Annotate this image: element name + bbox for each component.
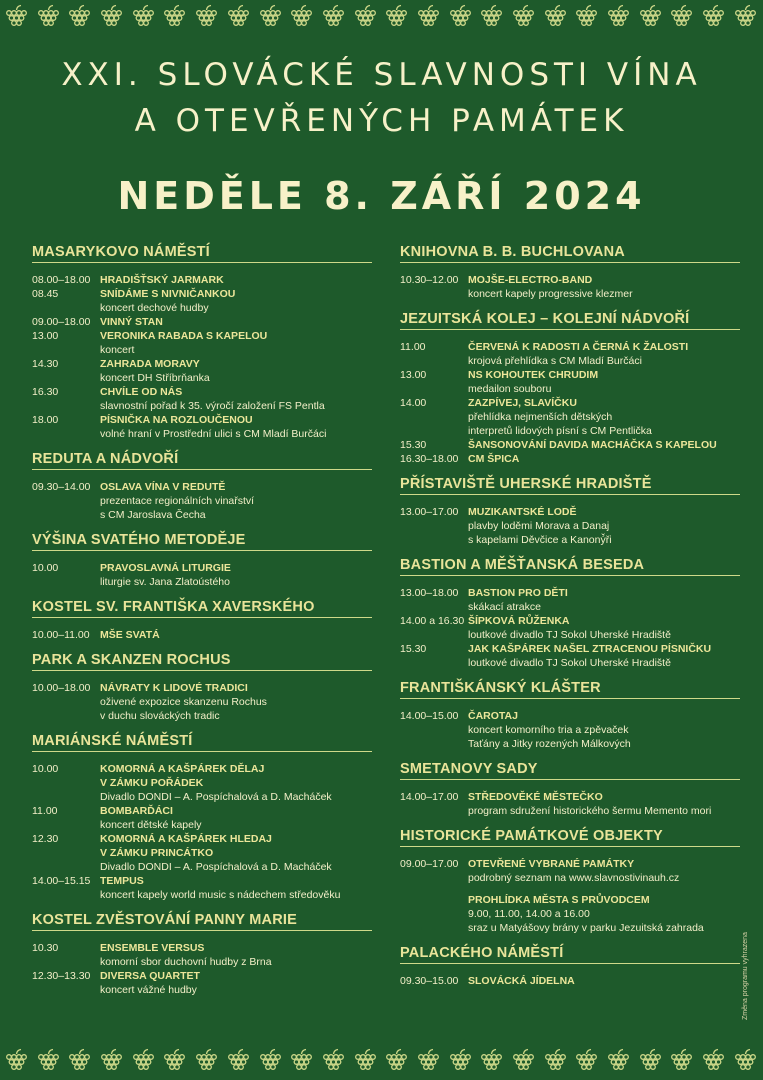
grape-bunch-icon [321,1048,347,1072]
event-row [400,614,740,642]
grape-bunch-icon [606,1048,632,1072]
event-name: SNÍDÁME S NIVNIČANKOU [100,288,236,300]
grape-bunch-icon [416,4,442,28]
event-body [100,273,372,287]
section-heading: KOSTEL SV. FRANTIŠKA XAVERSKÉHO [32,599,372,618]
program-section [400,557,740,670]
program-section [400,680,740,751]
event-name: BOMBARĎÁCI [100,805,173,817]
grape-bunch-icon [448,4,474,28]
grape-bunch-icon [574,4,600,28]
section-heading: MASARYKOVO NÁMĚSTÍ [32,244,372,263]
event-body [100,413,372,441]
grape-bunch-icon [131,1048,157,1072]
event-body [100,357,372,385]
event-body [468,709,740,751]
event-time: 10.00 [32,763,59,775]
side-note: Změna programu vyhrazena [742,932,749,1020]
grape-bunch-icon [416,1048,442,1072]
event-body [100,315,372,329]
event-row [32,804,372,832]
event-body [100,804,372,832]
grape-bunch-icon [701,1048,727,1072]
event-row [400,893,740,935]
event-body [468,857,740,885]
grape-bunch-icon [543,4,569,28]
event-description: koncert kapely progressive klezmer [468,288,633,300]
program-section [400,945,740,988]
event-name: SLOVÁCKÁ JÍDELNA [468,975,575,987]
grape-bunch-icon [638,1048,664,1072]
top-grape-border [0,4,763,30]
event-row [32,832,372,874]
grape-bunch-icon [701,4,727,28]
event-body [468,974,740,988]
event-description: plavby loděmi Morava a Danaj s kapelami Děvčice a Kanoný̌ři [468,520,612,546]
event-name: KOMORNÁ A KAŠPÁREK HLEDAJ V ZÁMKU PRINCÁTKO [100,833,272,859]
grape-bunch-icon [638,4,664,28]
event-description: podrobný seznam na www.slavnostivinauh.cz [468,872,680,884]
event-time: 10.30 [32,942,59,954]
event-body [468,586,740,614]
program-section [32,599,372,642]
event-name: CHVÍLE OD NÁS [100,386,183,398]
event-body [468,505,740,547]
event-name: STŘEDOVĚKÉ MĚSTEČKO [468,791,603,803]
event-time: 11.00 [32,805,58,817]
event-row [400,340,740,368]
grape-bunch-icon [321,4,347,28]
event-time: 09.30–14.00 [32,481,91,493]
event-body [468,790,740,818]
program-section [32,451,372,522]
program-section [400,311,740,466]
event-body [468,893,740,935]
event-body [100,969,372,997]
grape-bunch-icon [162,1048,188,1072]
event-row [400,857,740,885]
event-body [100,480,372,522]
grape-bunch-icon [733,4,759,28]
event-row [32,762,372,804]
event-row [32,413,372,441]
event-description: prezentace regionálních vinařství s CM Jaroslava Čecha [100,495,255,521]
event-row [32,941,372,969]
grape-bunch-icon [479,1048,505,1072]
event-name: ŠÍPKOVÁ RŮŽENKA [468,615,570,627]
grape-bunch-icon [36,4,62,28]
program-section [400,476,740,547]
event-name: OSLAVA VÍNA V REDUTĚ [100,481,226,493]
event-body [468,273,740,301]
event-time: 13.00–17.00 [400,506,459,518]
event-time: 10.00–11.00 [32,629,90,641]
grape-bunch-icon [131,4,157,28]
event-row [32,315,372,329]
grape-bunch-icon [289,4,315,28]
right-column [400,244,740,998]
event-time: 09.00–18.00 [32,316,91,328]
event-row [32,357,372,385]
event-time: 16.30 [32,386,59,398]
event-description: koncert dětské kapely [100,819,202,831]
event-body [100,681,372,723]
event-time: 10.30–12.00 [400,274,459,286]
grape-bunch-icon [606,4,632,28]
event-time: 16.30–18.00 [400,453,459,465]
event-row [32,874,372,902]
event-body [100,762,372,804]
event-row [32,287,372,315]
event-row [32,273,372,287]
event-name: MŠE SVATÁ [100,629,160,641]
event-description: oživené expozice skanzenu Rochus v duchu slováckých tradic [100,696,267,722]
section-heading: HISTORICKÉ PAMÁTKOVÉ OBJEKTY [400,828,740,847]
section-heading: VÝŠINA SVATÉHO METODĚJE [32,532,372,551]
left-column [32,244,372,1007]
grape-bunch-icon [67,1048,93,1072]
event-name: PROHLÍDKA MĚSTA S PRŮVODCEM [468,894,650,906]
event-row [32,329,372,357]
section-heading: FRANTIŠKÁNSKÝ KLÁŠTER [400,680,740,699]
grape-bunch-icon [384,1048,410,1072]
event-description: volné hraní v Prostřední ulici s CM Mladí Burčáci [100,428,327,440]
grape-bunch-icon [289,1048,315,1072]
event-row [400,709,740,751]
grape-bunch-icon [669,4,695,28]
grape-bunch-icon [479,4,505,28]
event-description: krojová přehlídka s CM Mladí Burčáci [468,355,642,367]
event-row [400,452,740,466]
grape-bunch-icon [194,1048,220,1072]
grape-bunch-icon [733,1048,759,1072]
event-name: ZAHRADA MORAVY [100,358,200,370]
event-body [468,614,740,642]
event-body [468,438,740,452]
event-body [100,287,372,315]
event-row [400,505,740,547]
event-name: PRAVOSLAVNÁ LITURGIE [100,562,231,574]
event-time: 08.00–18.00 [32,274,91,286]
event-time: 13.00 [400,369,427,381]
event-time: 11.00 [400,341,426,353]
program-section [400,761,740,818]
event-body [100,628,372,642]
grape-bunch-icon [574,1048,600,1072]
program-section [400,244,740,301]
event-description: koncert vážné hudby [100,984,197,996]
event-time: 14.00–15.00 [400,710,459,722]
event-body [468,340,740,368]
event-time: 10.00 [32,562,59,574]
event-row [400,974,740,988]
grape-bunch-icon [384,4,410,28]
program-section [400,828,740,935]
event-time: 12.30–13.30 [32,970,91,982]
event-name: NÁVRATY K LIDOVÉ TRADICI [100,682,248,694]
section-heading: PALACKÉHO NÁMĚSTÍ [400,945,740,964]
event-body [468,368,740,396]
event-name: VINNÝ STAN [100,316,163,328]
grape-bunch-icon [4,4,30,28]
event-description: 9.00, 11.00, 14.00 a 16.00 sraz u Matyášovy brány v parku Jezuitská zahrada [468,908,704,934]
event-description: koncert komorního tria a zpěvaček Taťány a Jitky rozených Málkových [468,724,631,750]
event-description: koncert dechové hudby [100,302,209,314]
event-description: Divadlo DONDI – A. Pospíchalová a D. Macháček [100,791,332,803]
event-description: přehlídka nejmenších dětských interpretů lidových písní s CM Pentlička [468,411,652,437]
program-section [32,532,372,589]
grape-bunch-icon [353,4,379,28]
event-name: VERONIKA RABADA S KAPELOU [100,330,268,342]
event-body [100,561,372,589]
event-time: 18.00 [32,414,59,426]
bottom-grape-border [0,1048,763,1074]
event-row [32,969,372,997]
event-time: 15.30 [400,439,427,451]
section-heading: SMETANOVY SADY [400,761,740,780]
event-body [100,385,372,413]
grape-bunch-icon [353,1048,379,1072]
event-name: ŠANSONOVÁNÍ DAVIDA MACHÁČKA S KAPELOU [468,439,717,451]
event-name: JAK KAŠPÁREK NAŠEL ZTRACENOU PÍSNIČKU [468,643,712,655]
event-body [468,396,740,438]
event-description: medailon souboru [468,383,552,395]
event-name: TEMPUS [100,875,144,887]
event-time: 08.45 [32,288,59,300]
poster-title-line1: XXI. SLOVÁCKÉ SLAVNOSTI VÍNA [61,57,702,93]
event-time [400,893,468,935]
grape-bunch-icon [99,1048,125,1072]
grape-bunch-icon [511,1048,537,1072]
event-body [100,874,372,902]
grape-bunch-icon [448,1048,474,1072]
event-row [32,681,372,723]
grape-bunch-icon [543,1048,569,1072]
event-description: Divadlo DONDI – A. Pospíchalová a D. Macháček [100,861,332,873]
event-name: BASTION PRO DĚTI [468,587,568,599]
event-row [400,273,740,301]
event-name: CM ŠPICA [468,453,520,465]
grape-bunch-icon [258,4,284,28]
event-time: 09.30–15.00 [400,975,459,987]
section-heading: MARIÁNSKÉ NÁMĚSTÍ [32,733,372,752]
event-row [32,480,372,522]
event-row [400,642,740,670]
grape-bunch-icon [194,4,220,28]
event-body [100,329,372,357]
event-time: 14.00 a 16.30 [400,615,465,627]
event-body [468,642,740,670]
event-time: 12.30 [32,833,59,845]
event-row [32,561,372,589]
program-section [32,912,372,997]
event-description: komorní sbor duchovní hudby z Brna [100,956,272,968]
event-description: loutkové divadlo TJ Sokol Uherské Hradiště [468,657,671,669]
section-heading: KNIHOVNA B. B. BUCHLOVANA [400,244,740,263]
event-description: program sdružení historického šermu Memento mori [468,805,712,817]
event-description: skákací atrakce [468,601,541,613]
event-name: ZAZPÍVEJ, SLAVÍČKU [468,397,577,409]
event-time: 09.00–17.00 [400,858,459,870]
grape-bunch-icon [226,4,252,28]
event-description: koncert kapely world music s nádechem středověku [100,889,341,901]
event-name: PÍSNIČKA NA ROZLOUČENOU [100,414,253,426]
event-time: 13.00 [32,330,59,342]
event-name: OTEVŘENÉ VYBRANÉ PAMÁTKY [468,858,635,870]
event-name: HRADIŠŤSKÝ JARMARK [100,274,224,286]
event-row [400,396,740,438]
event-name: ENSEMBLE VERSUS [100,942,205,954]
event-date: NEDĚLE 8. ZÁŘÍ 2024 [117,174,646,218]
program-section [32,652,372,723]
section-heading: KOSTEL ZVĚSTOVÁNÍ PANNY MARIE [32,912,372,931]
grape-bunch-icon [511,4,537,28]
event-name: KOMORNÁ A KAŠPÁREK DĚLAJ V ZÁMKU POŘÁDEK [100,763,265,789]
section-heading: JEZUITSKÁ KOLEJ – KOLEJNÍ NÁDVOŘÍ [400,311,740,330]
event-time: 13.00–18.00 [400,587,459,599]
section-heading: PARK A SKANZEN ROCHUS [32,652,372,671]
grape-bunch-icon [669,1048,695,1072]
event-row [400,438,740,452]
event-body [468,452,740,466]
event-name: DIVERSA QUARTET [100,970,200,982]
event-row [400,586,740,614]
event-description: slavnostní pořad k 35. výročí založení FS Pentla [100,400,325,412]
grape-bunch-icon [36,1048,62,1072]
event-time: 14.00–17.00 [400,791,459,803]
event-name: ČERVENÁ K RADOSTI A ČERNÁ K ŽALOSTI [468,341,689,353]
program-section [32,244,372,441]
event-time: 10.00–18.00 [32,682,91,694]
event-row [32,385,372,413]
grape-bunch-icon [67,4,93,28]
event-description: loutkové divadlo TJ Sokol Uherské Hradiště [468,629,671,641]
grape-bunch-icon [4,1048,30,1072]
event-name: ČAROTAJ [468,710,518,722]
event-row [400,368,740,396]
event-row [400,790,740,818]
section-heading: PŘÍSTAVIŠTĚ UHERSKÉ HRADIŠTĚ [400,476,740,495]
grape-bunch-icon [162,4,188,28]
event-body [100,832,372,874]
poster-title-line2: A OTEVŘENÝCH PAMÁTEK [134,103,629,139]
event-name: MOJŠE-ELECTRO-BAND [468,274,593,286]
event-name: NS KOHOUTEK CHRUDIM [468,369,599,381]
event-row [32,628,372,642]
section-heading: BASTION A MĚŠŤANSKÁ BESEDA [400,557,740,576]
program-section [32,733,372,902]
event-body [100,941,372,969]
event-name: MUZIKANTSKÉ LODĚ [468,506,577,518]
grape-bunch-icon [99,4,125,28]
event-description: koncert DH Stříbrňanka [100,372,210,384]
grape-bunch-icon [258,1048,284,1072]
event-time: 15.30 [400,643,427,655]
event-description: koncert [100,344,135,356]
event-time: 14.30 [32,358,59,370]
event-description: liturgie sv. Jana Zlatoústého [100,576,230,588]
event-time: 14.00 [400,397,427,409]
section-heading: REDUTA A NÁDVOŘÍ [32,451,372,470]
event-time: 14.00–15.15 [32,875,91,887]
grape-bunch-icon [226,1048,252,1072]
